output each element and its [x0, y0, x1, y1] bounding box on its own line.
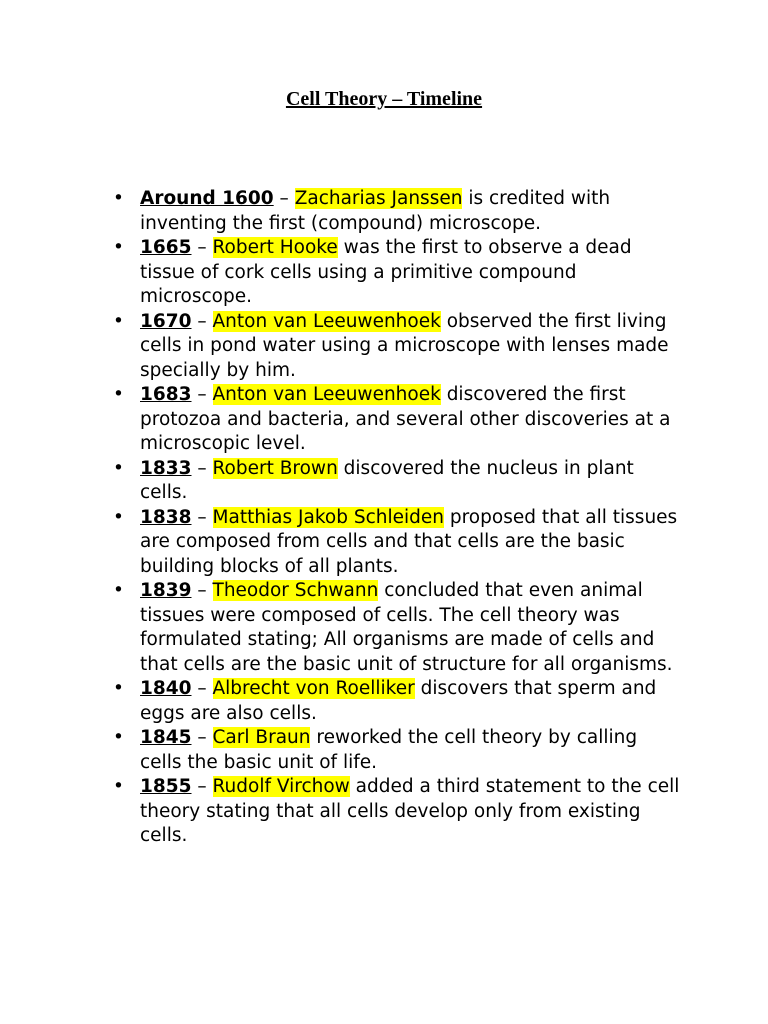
entry-separator: –	[191, 776, 213, 797]
entry-year: 1833	[140, 457, 192, 479]
entry-separator: –	[191, 580, 213, 601]
entry-scientist: Albrecht von Roelliker	[212, 678, 415, 699]
entry-separator: –	[191, 310, 213, 332]
timeline-entry	[0, 187, 680, 236]
entry-separator: –	[191, 506, 213, 528]
entry-scientist: Robert Hooke	[212, 237, 338, 258]
bullet-icon: •	[113, 457, 124, 479]
entry-description: added a third statement to the cell theory stating that all cells develop only from existing cells.	[140, 776, 680, 846]
entry-separator: –	[191, 237, 213, 258]
entry-scientist: Anton van Leeuwenhoek	[212, 384, 441, 405]
bullet-icon: •	[113, 678, 124, 699]
bullet-icon: •	[113, 727, 124, 748]
entry-year: 1665	[140, 237, 192, 258]
bullet-icon: •	[113, 580, 124, 601]
timeline-entry	[0, 310, 680, 384]
entry-year: 1838	[140, 506, 192, 528]
bullet-icon: •	[113, 776, 124, 797]
entry-scientist: Theodor Schwann	[212, 580, 379, 601]
entry-year: 1839	[140, 580, 192, 601]
entry-scientist: Anton van Leeuwenhoek	[212, 310, 441, 332]
entry-separator: –	[191, 457, 213, 479]
entry-scientist: Zacharias Janssen	[294, 188, 463, 209]
entry-description: discovers that sperm and eggs are also cells.	[140, 678, 657, 724]
entry-year: 1670	[140, 310, 192, 332]
entry-year: 1845	[140, 727, 192, 748]
timeline-entry	[0, 506, 680, 580]
entry-scientist: Robert Brown	[212, 457, 338, 479]
entry-description: proposed that all tissues are composed from cells and that cells are the basic building blocks of all plants.	[140, 506, 678, 577]
bullet-icon: •	[113, 188, 124, 209]
bullet-icon: •	[113, 384, 124, 405]
entry-separator: –	[191, 727, 213, 748]
entry-description: observed the first living cells in pond water using a microscope with lenses made specially by him.	[140, 310, 669, 381]
timeline-entry	[0, 677, 680, 726]
entry-separator: –	[191, 384, 213, 405]
document-title: Cell Theory – Timeline	[285, 88, 483, 110]
entry-description: discovered the first protozoa and bacteria, and several other discoveries at a microscopic level.	[140, 384, 671, 454]
bullet-icon: •	[113, 506, 124, 528]
timeline-entry	[0, 236, 680, 310]
entry-separator: –	[191, 678, 213, 699]
timeline-entry	[0, 579, 680, 677]
entry-scientist: Rudolf Virchow	[212, 776, 350, 797]
entry-year: Around 1600	[140, 188, 274, 209]
entry-description: discovered the nucleus in plant cells.	[140, 457, 634, 503]
bullet-icon: •	[113, 310, 124, 332]
entry-year: 1855	[140, 776, 192, 797]
timeline-entry	[0, 726, 680, 775]
bullet-icon: •	[113, 237, 124, 258]
entry-description: was the first to observe a dead tissue of cork cells using a primitive compound microscope.	[140, 237, 632, 307]
entry-description: is credited with inventing the first (compound) microscope.	[140, 188, 611, 234]
entry-scientist: Matthias Jakob Schleiden	[212, 506, 444, 528]
timeline-entry	[0, 775, 680, 849]
entry-description: reworked the cell theory by calling cells the basic unit of life.	[140, 727, 638, 773]
entry-separator: –	[273, 188, 295, 209]
timeline-list	[0, 187, 768, 849]
entry-year: 1840	[140, 678, 192, 699]
entry-scientist: Carl Braun	[212, 727, 311, 748]
entry-description: concluded that even animal tissues were composed of cells. The cell theory was formulated stating; All organisms are made of cells and that cells are the basic unit of structure for all organisms.	[140, 580, 673, 675]
timeline-entry	[0, 383, 680, 457]
timeline-entry	[0, 457, 680, 506]
entry-year: 1683	[140, 384, 192, 405]
